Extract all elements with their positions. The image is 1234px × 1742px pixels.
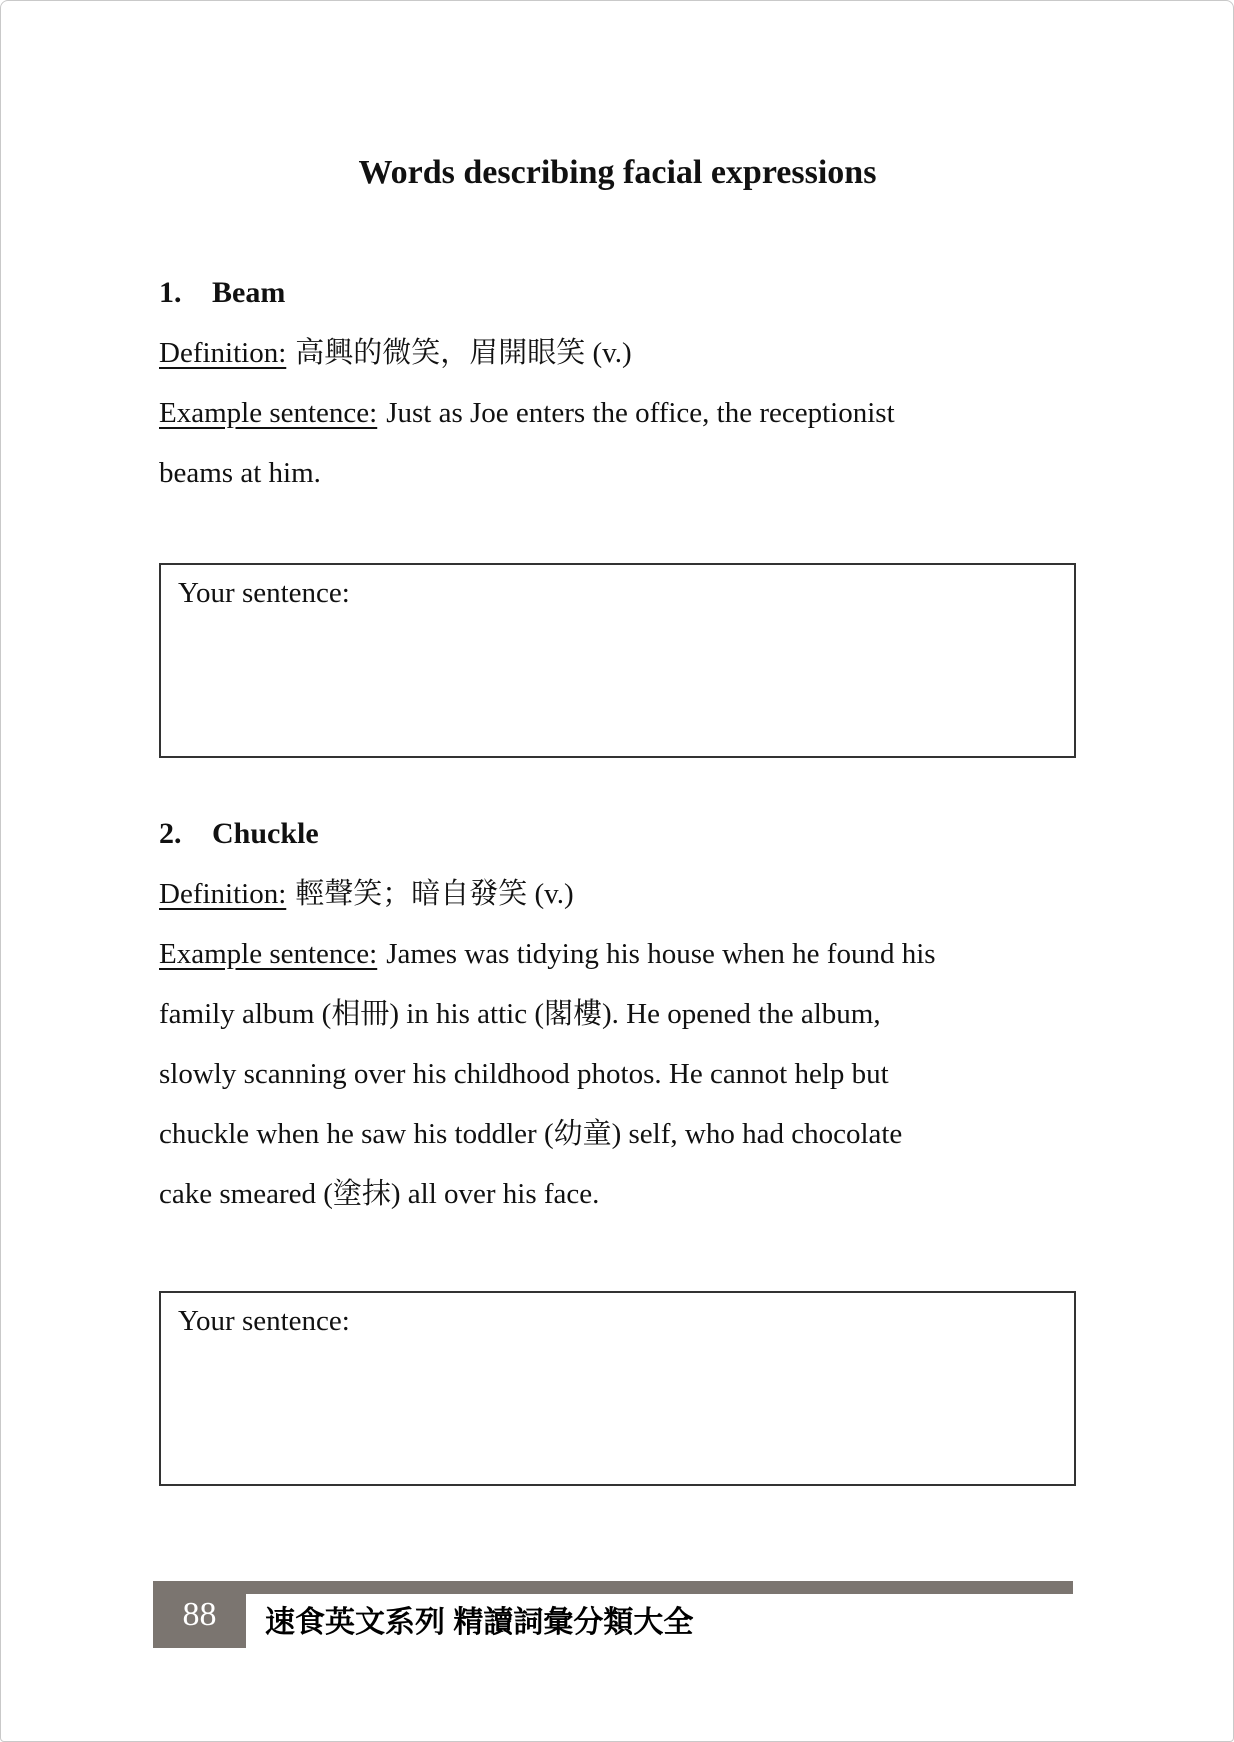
page-number-badge: [153, 1581, 246, 1648]
footer-book-title: 速食英文系列 精讀詞彙分類大全: [265, 1606, 694, 1639]
entry-2-example-line-3: slowly scanning over his childhood photos. He cannot help but: [159, 1058, 889, 1090]
entry-1-example-text-1: Just as Joe enters the office, the receptionist: [386, 397, 895, 429]
entry-2-word: Chuckle: [212, 817, 319, 850]
entry-2-example-line-5: cake smeared (塗抹) all over his face.: [159, 1178, 600, 1210]
entry-1-word: Beam: [212, 276, 286, 309]
entry-2-heading: [159, 804, 1076, 864]
entry-2-definition: [159, 864, 1076, 924]
entry-1-example-line-2: beams at him.: [159, 457, 321, 489]
entry-2-your-sentence-label: Your sentence:: [178, 1305, 350, 1337]
entry-1-heading: [159, 263, 1076, 323]
entry-2-definition-text: 輕聲笑；暗自發笑 (v.): [295, 878, 574, 910]
page-content: [159, 149, 1076, 1486]
entry-2-number: 2.: [159, 817, 182, 850]
page-title: Words describing facial expressions: [358, 154, 877, 191]
entry-1-number: 1.: [159, 276, 182, 309]
entry-1-example-line-1: [159, 383, 1076, 443]
entry-1-your-sentence-box: [159, 563, 1076, 758]
page-number: 88: [182, 1595, 217, 1633]
entry-1-definition-label: Definition:: [159, 337, 287, 369]
entry-2-example-text-1: James was tidying his house when he found his: [386, 938, 936, 970]
entry-2-your-sentence-box: [159, 1291, 1076, 1486]
entry-2-example-line-2: family album (相冊) in his attic (閣樓). He opened the album,: [159, 998, 881, 1030]
entry-2-example-line-4: chuckle when he saw his toddler (幼童) self, who had chocolate: [159, 1118, 903, 1150]
entry-1-your-sentence-label: Your sentence:: [178, 577, 350, 609]
entry-1-example-label: Example sentence:: [159, 397, 378, 429]
entry-1-definition-text: 高興的微笑，眉開眼笑 (v.): [295, 337, 632, 369]
entry-2-example-label: Example sentence:: [159, 938, 378, 970]
entry-2-definition-label: Definition:: [159, 878, 287, 910]
entry-1-definition: [159, 323, 1076, 383]
footer-accent-bar: [153, 1581, 1073, 1594]
entry-2-example-line-1: [159, 924, 1076, 984]
